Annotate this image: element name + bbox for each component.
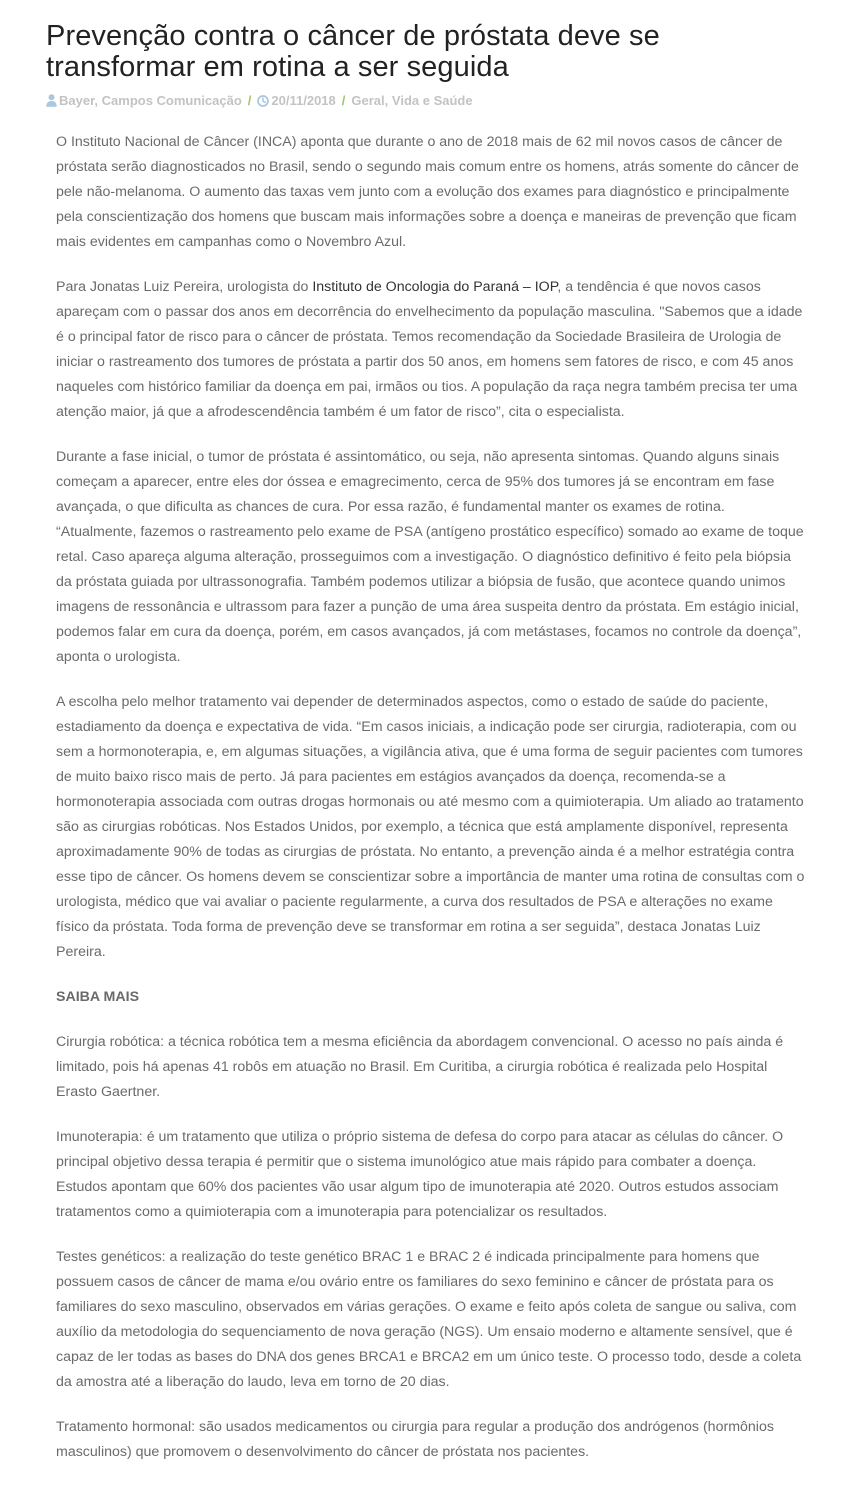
paragraph-text: , a tendência é que novos casos apareçam com o passar dos anos em decorrência do envelhecimento da população masculina. "Sabemos que a idade é o principal fator de risco para o câncer de próstata. Temos recomendação da Sociedade Brasileira de Urologia de iniciar o rastreamento dos tumores de próstata a partir dos 50 anos, em homens sem fatores de risco, e com 45 anos naqueles com histórico familiar da doença em pai, irmãos ou tios. A população da raça negra também precisa ter uma atenção maior, já que a afrodescendência também é um fator de risco”, cita o especialista. [56,279,803,420]
meta-separator: / [341,93,346,108]
section-heading: SAIBA MAIS [56,989,140,1005]
meta-separator: / [247,93,252,108]
category-link-vida-e-saude[interactable]: Vida e Saúde [391,93,473,108]
paragraph-text: Para Jonatas Luiz Pereira, urologista do [56,279,313,295]
category-link-geral[interactable]: Geral [351,93,385,108]
paragraph-robotic-surgery: Cirurgia robótica: a técnica robótica tem a mesma eficiência da abordagem convencional. O acesso no país ainda é limitado, pois há apenas 41 robôs em atuação no Brasil. Em Curitiba, a cirurgia robótica é realizada pelo Hospital Erasto Gaertner. [56,1034,784,1100]
paragraph-diagnosis: Durante a fase inicial, o tumor de próstata é assintomático, ou seja, não apresenta sintomas. Quando alguns sinais começam a aparecer, entre eles dor óssea e emagrecimento, cerca de 95% dos tumores já se encontram em fase avançada, o que dificulta as chances de cura. Por essa razão, é fundamental manter os exames de rotina. “Atualmente, fazemos o rastreamento pelo exame de PSA (antígeno prostático específico) somado ao exame de toque retal. Caso apareça alguma alteração, prosseguimos com a investigação. O diagnóstico definitivo é feito pela biópsia da próstata guiada por ultrassonografia. Também podemos utilizar a biópsia de fusão, que acontece quando unimos imagens de ressonância e ultrassom para fazer a punção de uma área suspeita dentro da próstata. Em estágio inicial, podemos falar em cura da doença, porém, em casos avançados, já com metástases, focamos no controle da doença”, aponta o urologista. [56,449,804,665]
article-title: Prevenção contra o câncer de próstata deve se transformar em rotina a ser seguida [46,20,660,83]
category-separator: , [384,93,392,108]
post-date: 20/11/2018 [271,93,336,108]
paragraph-genetic-tests: Testes genéticos: a realização do teste genético BRAC 1 e BRAC 2 é indicada principalmente para homens que possuem casos de câncer de mama e/ou ovário entre os familiares do sexo feminino e câncer de próstata para os familiares do sexo masculino, observados em várias gerações. O exame e feito após coleta de sangue ou saliva, com auxílio da metodologia do sequenciamento de nova geração (NGS). Um ensaio moderno e altamente sensível, que é capaz de ler todas as bases do DNA dos genes BRCA1 e BRCA2 em um único teste. O processo todo, desde a coleta da amostra até a liberação do laudo, leva em torno de 20 dias. [56,1249,802,1390]
author-link[interactable]: Bayer, Campos Comunicação [59,93,242,108]
post-meta [46,93,473,109]
paragraph-hormonal-treatment: Tratamento hormonal: são usados medicamentos ou cirurgia para regular a produção dos andrógenos (hormônios masculinos) que promovem o desenvolvimento do câncer de próstata nos pacientes. [56,1419,774,1460]
paragraph-urologist-quote [56,275,808,425]
paragraph-intro: O Instituto Nacional de Câncer (INCA) aponta que durante o ano de 2018 mais de 62 mil novos casos de câncer de próstata serão diagnosticados no Brasil, sendo o segundo mais comum entre os homens, atrás somente do câncer de pele não-melanoma. O aumento das taxas vem junto com a evolução dos exames para diagnóstico e principalmente pela conscientização dos homens que buscam mais informações sobre a doença e maneiras de prevenção que ficam mais evidentes em campanhas como o Novembro Azul. [56,134,799,250]
article-body [56,130,808,1485]
paragraph-immunotherapy: Imunoterapia: é um tratamento que utiliza o próprio sistema de defesa do corpo para atacar as células do câncer. O principal objetivo dessa terapia é permitir que o sistema imunológico atue mais rápido para combater a doença. Estudos apontam que 60% dos pacientes vão usar algum tipo de imunoterapia até 2020. Outros estudos associam tratamentos como a quimioterapia com a imunoterapia para potencializar os resultados. [56,1129,784,1220]
paragraph-treatment: A escolha pelo melhor tratamento vai depender de determinados aspectos, como o estado de saúde do paciente, estadiamento da doença e expectativa de vida. “Em casos iniciais, a indicação pode ser cirurgia, radioterapia, com ou sem a hormonoterapia, e, em algumas situações, a vigilância ativa, que é uma forma de seguir pacientes com tumores de muito baixo risco mais de perto. Já para pacientes em estágios avançados da doença, recomenda-se a hormonoterapia associada com outras drogas hormonais ou até mesmo com a quimioterapia. Um aliado ao tratamento são as cirurgias robóticas. Nos Estados Unidos, por exemplo, a técnica que está amplamente disponível, representa aproximadamente 90% de todas as cirurgias de próstata. No entanto, a prevenção ainda é a melhor estratégia contra esse tipo de câncer. Os homens devem se conscientizar sobre a importância de manter uma rotina de consultas com o urologista, médico que vai avaliar o paciente regularmente, a curva dos resultados de PSA e alterações no exame físico da próstata. Toda forma de prevenção deve se transformar em rotina a ser seguida”, destaca Jonatas Luiz Pereira. [56,694,805,960]
iop-link[interactable]: Instituto de Oncologia do Paraná – IOP [312,279,558,295]
clock-icon [257,95,269,111]
user-icon [46,94,57,111]
